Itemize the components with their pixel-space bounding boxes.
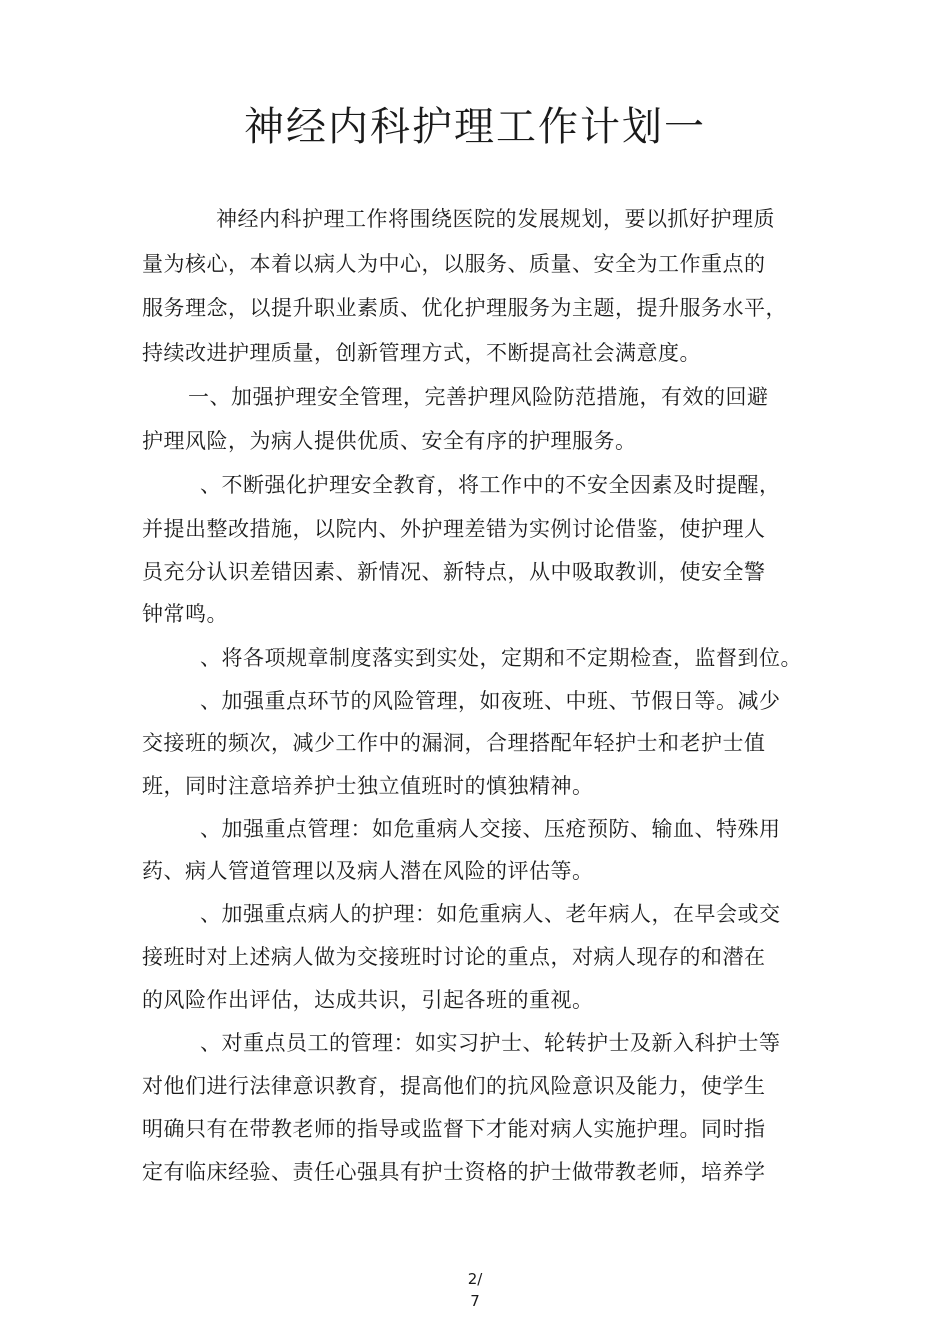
- text-line: 钟常鸣。: [142, 602, 228, 626]
- text-line: 、不断强化护理安全教育，将工作中的不安全因素及时提醒，: [200, 473, 781, 497]
- text-line: 、加强重点环节的风险管理，如夜班、中班、节假日等。减少: [200, 689, 781, 713]
- section-heading-line: 一、加强护理安全管理，完善护理风险防范措施，有效的回避: [188, 385, 769, 409]
- text-line: 、将各项规章制度落实到实处，定期和不定期检查，监督到位。: [200, 646, 802, 670]
- text-line: 明确只有在带教老师的指导或监督下才能对病人实施护理。同时指: [142, 1117, 766, 1141]
- text-line: 接班时对上述病人做为交接班时讨论的重点，对病人现存的和潜在: [142, 945, 766, 969]
- text-line: 并提出整改措施，以院内、外护理差错为实例讨论借鉴，使护理人: [142, 517, 766, 541]
- text-line: 护理风险，为病人提供优质、安全有序的护理服务。: [142, 429, 637, 453]
- text-line: 对他们进行法律意识教育，提高他们的抗风险意识及能力，使学生: [142, 1074, 766, 1098]
- text-line: 、加强重点病人的护理：如危重病人、老年病人，在早会或交: [200, 902, 781, 926]
- text-line: 药、病人管道管理以及病人潜在风险的评估等。: [142, 859, 594, 883]
- document-title: 神经内科护理工作计划一: [244, 104, 706, 150]
- text-line: 量为核心，本着以病人为中心，以服务、质量、安全为工作重点的: [142, 252, 766, 276]
- page-number-top: 2/: [467, 1270, 483, 1288]
- text-line: 、对重点员工的管理：如实习护士、轮转护士及新入科护士等: [200, 1031, 781, 1055]
- text-line: 班，同时注意培养护士独立值班时的慎独精神。: [142, 774, 594, 798]
- text-line: 的风险作出评估，达成共识，引起各班的重视。: [142, 988, 594, 1012]
- text-line: 员充分认识差错因素、新情况、新特点，从中吸取教训，使安全警: [142, 560, 766, 584]
- text-line: 服务理念，以提升职业素质、优化护理服务为主题，提升服务水平，: [142, 296, 787, 320]
- text-line: 定有临床经验、责任心强具有护士资格的护士做带教老师，培养学: [142, 1160, 766, 1184]
- text-line: 交接班的频次，减少工作中的漏洞，合理搭配年轻护士和老护士值: [142, 731, 766, 755]
- text-line: 持续改进护理质量，创新管理方式，不断提高社会满意度。: [142, 341, 701, 365]
- text-line: 、加强重点管理：如危重病人交接、压疮预防、输血、特殊用: [200, 817, 781, 841]
- text-line: 神经内科护理工作将围绕医院的发展规划，要以抓好护理质: [216, 207, 775, 231]
- page-number-bottom: 7: [470, 1292, 480, 1310]
